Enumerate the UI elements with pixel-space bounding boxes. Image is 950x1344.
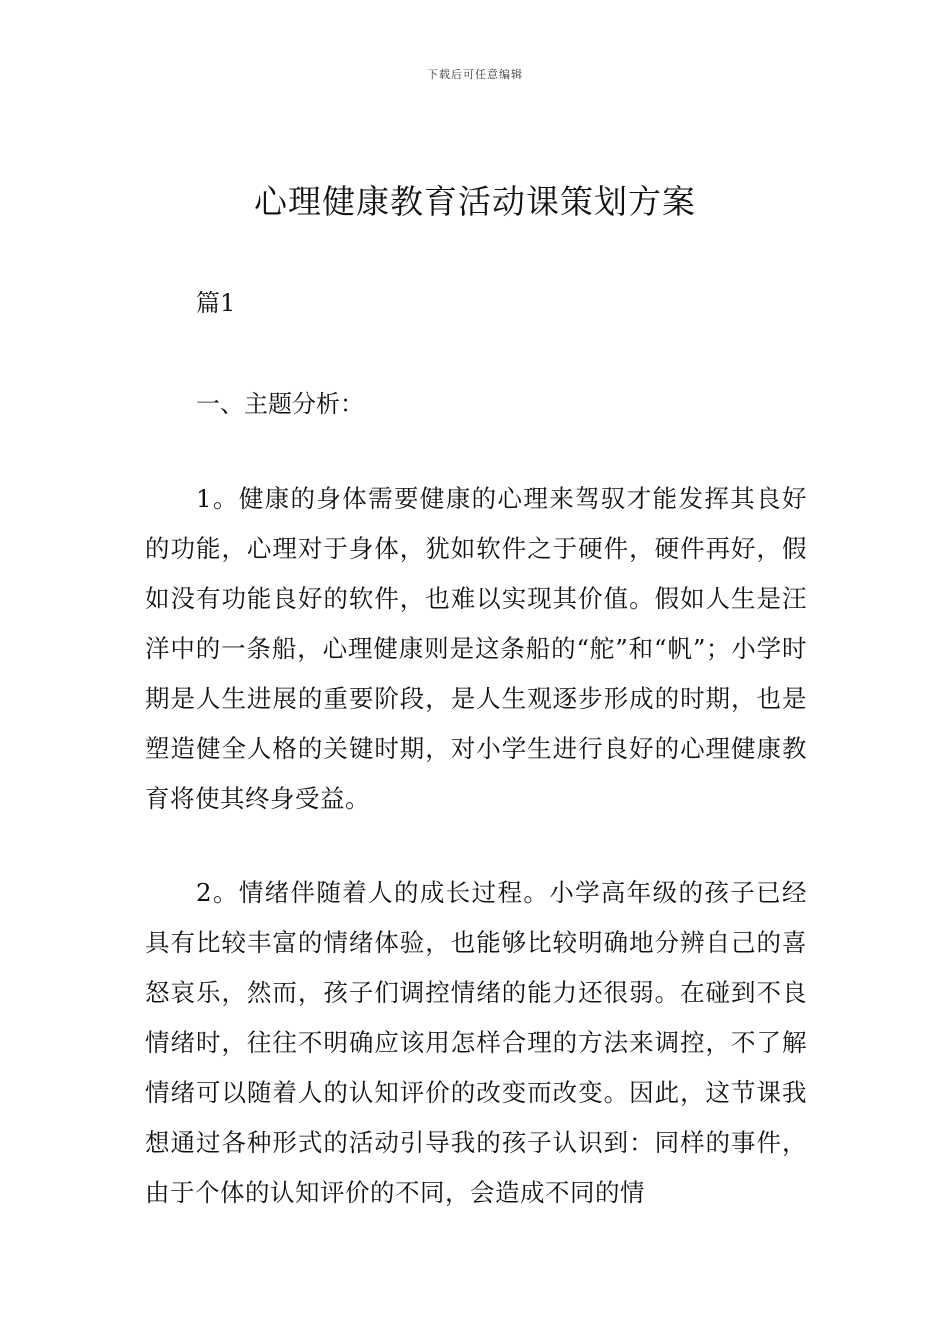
section-heading: 一、主题分析： [196,390,364,418]
header-note: 下载后可任意编辑 [427,68,523,81]
paragraph-2: 2。情绪伴随着人的成长过程。小学高年级的孩子已经具有比较丰富的情绪体验，也能够比较明确地分辨自己的喜怒哀乐，然而，孩子们调控情绪的能力还很弱。在碰到不良情绪时，往往不明确应该用怎样合理的方法来调控，不了解情绪可以随着人的认知评价的改变而改变。因此，这节课我想通过各种形式的活动引导我的孩子认识到：同样的事件，由于个体的认知评价的不同，会造成不同的情 [145,878,807,1207]
part-label: 篇1 [196,289,236,317]
paragraph-1: 1。健康的身体需要健康的心理来驾驭才能发挥其良好的功能，心理对于身体，犹如软件之于硬件，硬件再好，假如没有功能良好的软件，也难以实现其价值。假如人生是汪洋中的一条船，心理健康则是这条船的“舵”和“帆”；小学时期是人生进展的重要阶段，是人生观逐步形成的时期，也是塑造健全人格的关键时期，对小学生进行良好的心理健康教育将使其终身受益。 [145,484,807,813]
document-title: 心理健康教育活动课策划方案 [254,182,696,221]
